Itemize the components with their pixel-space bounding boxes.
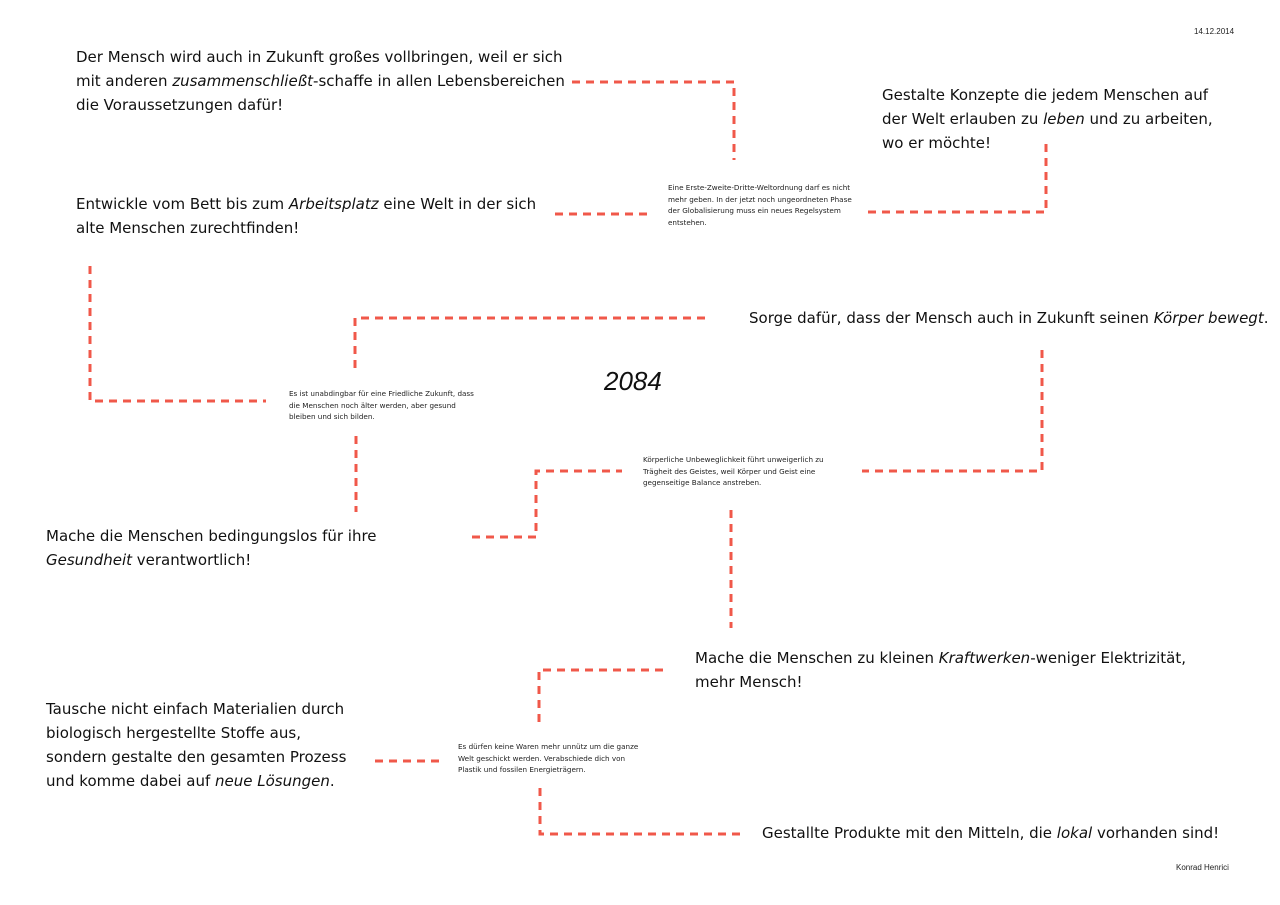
statement-text: Tausche nicht einfach Materialien durch biologisch hergestellte Stoffe aus, sondern gestalte den gesamten Prozess und komme dabei auf [46,700,347,790]
statement-text: . [1263,309,1269,327]
note-weltordnung: Eine Erste-Zweite-Dritte-Weltordnung darf es nicht mehr geben. In der jetzt noch ungeordneten Phase der Globalisierung muss ein neues Regelsystem entstehen. [668,183,852,227]
statement-text: Gestallte Produkte mit den Mitteln, die [762,824,1057,842]
note-waren: Es dürfen keine Waren mehr unnütz um die ganze Welt geschickt werden. Verabschiede dich von Plastik und fossilen Energieträgern. [458,742,639,774]
statement-text: Gestalte Konzepte die jedem Menschen auf der Welt erlauben zu [882,86,1209,128]
statement-text: Mache die Menschen zu kleinen [695,649,939,667]
year-title: 2084 [604,366,662,396]
statement-gesundheit [46,524,466,572]
statement-leben [882,83,1227,155]
statement-text: -schaffe in allen Lebensbereichen die Voraussetzungen dafür! [76,72,565,114]
statement-lokal [762,821,1242,845]
statement-text: . [329,772,335,790]
note-unbeweglichkeit: Körperliche Unbeweglichkeit führt unweigerlich zu Trägheit des Geistes, weil Körper und Geist eine gegenseitige Balance anstreben. [643,455,824,487]
statement-text: eine Welt in der sich alte Menschen zurechtfinden! [76,195,537,237]
statement-arbeitsplatz [76,192,546,240]
statement-zusammenschliessen [76,45,566,117]
statement-text: vorhanden sind! [1092,824,1220,842]
statement-emphasis: Körper bewegt [1153,309,1264,327]
connector-n4-s6 [539,670,668,722]
statement-koerper [749,306,1269,330]
statement-text: Der Mensch wird auch in Zukunft großes vollbringen, weil er sich mit anderen [76,48,563,90]
author-label: Konrad Henrici [1176,863,1229,872]
statement-neue-loesungen [46,697,366,793]
statement-emphasis: lokal [1056,824,1093,842]
statement-kraftwerke [695,646,1215,694]
connector-s3-n2 [90,266,266,401]
statement-emphasis: neue Lösungen [215,772,330,790]
note-friedliche-zukunft: Es ist unabdingbar für eine Friedliche Zukunft, dass die Menschen noch älter werden, aber gesund bleiben und sich bilden. [289,389,474,421]
statement-text: Sorge dafür, dass der Mensch auch in Zukunft seinen [749,309,1154,327]
statement-emphasis: Arbeitsplatz [288,195,379,213]
statement-text: verantwortlich! [132,551,252,569]
date-label: 14.12.2014 [1194,27,1235,36]
connector-n2-s4 [355,318,710,368]
statement-text: und zu arbeiten, wo er möchte! [882,110,1213,152]
statement-emphasis: Gesundheit [46,551,132,569]
statement-emphasis: Kraftwerken [938,649,1031,667]
connector-n4-s8 [540,788,742,834]
statement-emphasis: zusammenschließt [172,72,314,90]
statement-emphasis: leben [1043,110,1085,128]
statement-text: Entwickle vom Bett bis zum [76,195,289,213]
statement-text: Mache die Menschen bedingungslos für ihre [46,527,377,545]
connector-s4-n3 [862,350,1042,471]
connector-s1-n1 [572,82,734,160]
statement-text: -weniger Elektrizität, mehr Mensch! [695,649,1186,691]
connector-s5-n3 [472,471,622,537]
